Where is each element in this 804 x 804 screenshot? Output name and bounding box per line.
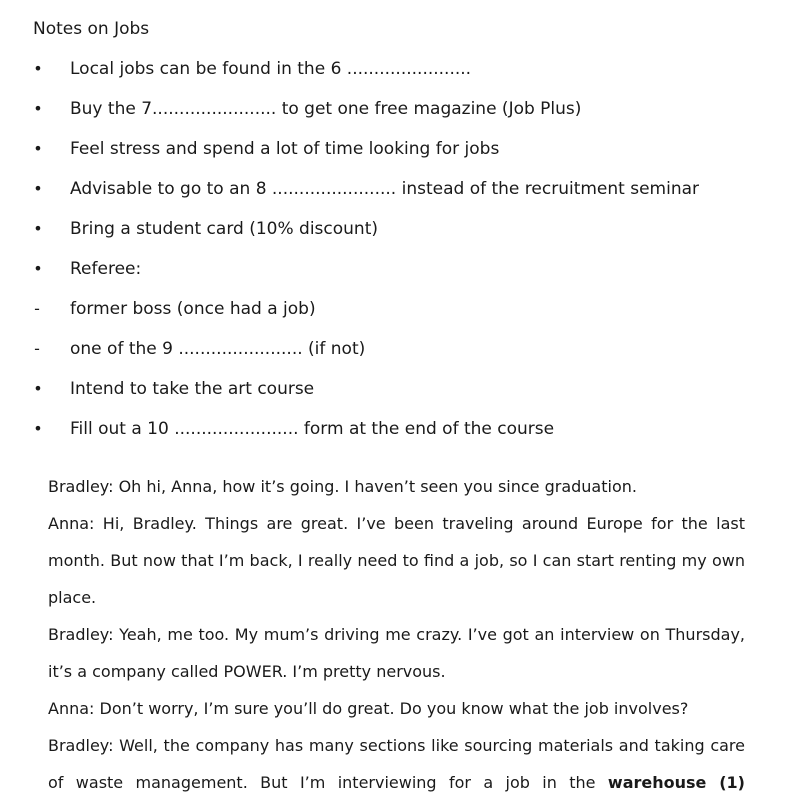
note-text: Local jobs can be found in the 6 ....................... [70,59,472,79]
dialogue-line: Bradley: Oh hi, Anna, how it’s going. I haven’t seen you since graduation. [48,477,637,496]
dialogue-line [48,727,745,801]
dash-marker: - [34,339,40,358]
note-text: Advisable to go to an 8 ....................... instead of the recruitment seminar [70,179,699,199]
dialogue-transcript [48,468,745,801]
note-text: Intend to take the art course [70,379,315,399]
bullet-marker: • [33,139,43,158]
dash-marker: - [34,299,40,318]
note-text: Fill out a 10 ....................... form at the end of the course [70,419,555,439]
dialogue-line: Anna: Hi, Bradley. Things are great. I’ve been traveling around Europe for the last month. But now that I’m back, I really need to find a job, so I can start renting my own place. [48,514,745,607]
dialogue-line: Bradley: Yeah, me too. My mum’s driving me crazy. I’ve got an interview on Thursday, it’s a company called POWER. I’m pretty nervous. [48,625,745,681]
bullet-marker: • [33,259,43,278]
answer-highlight: warehouse (1) [607,773,745,792]
notes-title: Notes on Jobs [33,19,150,39]
note-text: one of the 9 ....................... (if not) [70,339,366,359]
note-text: Buy the 7....................... to get one free magazine (Job Plus) [70,99,582,119]
note-text: Referee: [70,259,142,279]
bullet-marker: • [33,99,43,118]
dialogue-line: Anna: Don’t worry, I’m sure you’ll do great. Do you know what the job involves? [48,699,689,718]
bullet-marker: • [33,219,43,238]
bullet-marker: • [33,419,43,438]
bullet-marker: • [33,379,43,398]
note-text: former boss (once had a job) [70,299,316,319]
note-text: Feel stress and spend a lot of time looking for jobs [70,139,500,159]
dialogue-text: Bradley: Well, the company has many sections like sourcing materials and taking care of waste management. But I’m interviewing for a job in the [48,736,745,792]
bullet-marker: • [33,179,43,198]
note-text: Bring a student card (10% discount) [70,219,378,239]
bullet-marker: • [33,59,43,78]
